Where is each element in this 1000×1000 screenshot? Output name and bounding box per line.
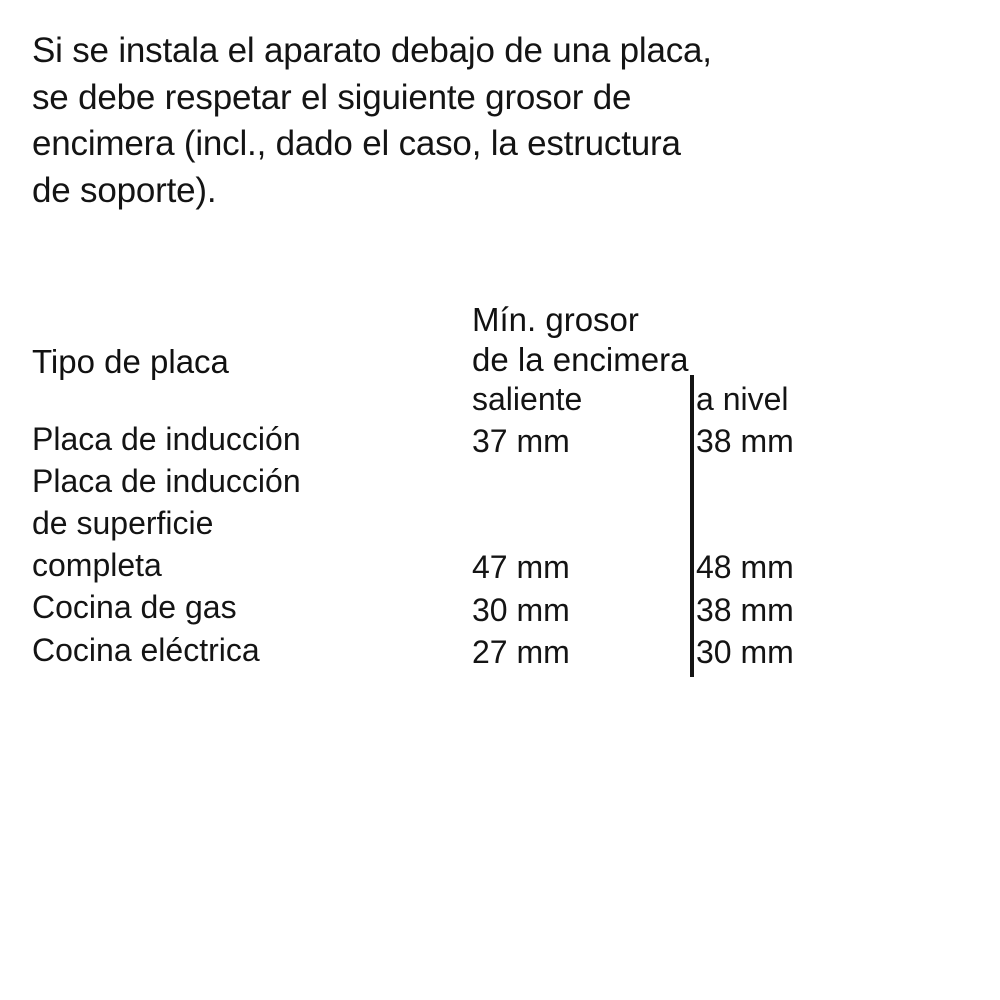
table-row <box>32 460 968 587</box>
subheader-empty-cell <box>32 381 472 418</box>
intro-paragraph <box>32 28 962 214</box>
value-flush-gas-hob <box>690 586 968 628</box>
intro-line-3: encimera (incl., dado el caso, la estructura <box>32 124 681 164</box>
min-thickness-line2: de la encimera <box>472 341 689 379</box>
intro-line-1: Si se instala el aparato debajo de una placa, <box>32 31 712 70</box>
value-flush-text: 30 mm <box>696 633 794 670</box>
subheader-flush <box>690 381 968 418</box>
value-protruding-induction-hob: 37 mm <box>472 422 570 459</box>
row-label-line: Placa de inducción <box>32 462 301 499</box>
value-flush-text: 48 mm <box>696 549 794 586</box>
table-row <box>32 418 968 460</box>
value-flush-induction-hob <box>690 418 968 460</box>
worktop-thickness-table-wrapper <box>32 300 968 671</box>
row-label-induction-hob <box>32 418 472 460</box>
row-label-line: Cocina eléctrica <box>32 631 260 668</box>
subheader-flush-text: a nivel <box>696 380 789 417</box>
value-protruding-electric-hob: 27 mm <box>472 633 570 670</box>
value-flush-electric-hob <box>690 629 968 671</box>
column-header-hob-type: Tipo de placa <box>32 342 229 380</box>
worktop-thickness-table <box>32 300 968 671</box>
value-protruding-gas-hob: 30 mm <box>472 591 570 628</box>
intro-line-4: de soporte). <box>32 170 217 210</box>
table-subheader-row <box>32 381 968 418</box>
value-protruding-full-surface-induction-hob: 47 mm <box>472 549 570 586</box>
table-row <box>32 586 968 628</box>
value-flush-text: 38 mm <box>696 422 794 459</box>
row-label-full-surface-induction-hob <box>32 460 472 587</box>
table-header-row <box>32 300 968 381</box>
value-flush-text: 38 mm <box>696 591 794 628</box>
row-label-line: Placa de inducción <box>32 420 301 457</box>
row-label-electric-hob <box>32 629 472 671</box>
row-label-line: Cocina de gas <box>32 589 237 626</box>
row-label-line: de superficie <box>32 504 214 541</box>
subheader-protruding: saliente <box>472 380 583 417</box>
value-flush-full-surface-induction-hob <box>690 460 968 587</box>
intro-line-2: se debe respetar el siguiente grosor de <box>32 77 632 117</box>
min-thickness-line1: Mín. grosor <box>472 301 639 338</box>
table-row <box>32 629 968 671</box>
column-header-min-thickness <box>472 300 968 381</box>
row-label-line: completa <box>32 547 162 584</box>
row-label-gas-hob <box>32 586 472 628</box>
